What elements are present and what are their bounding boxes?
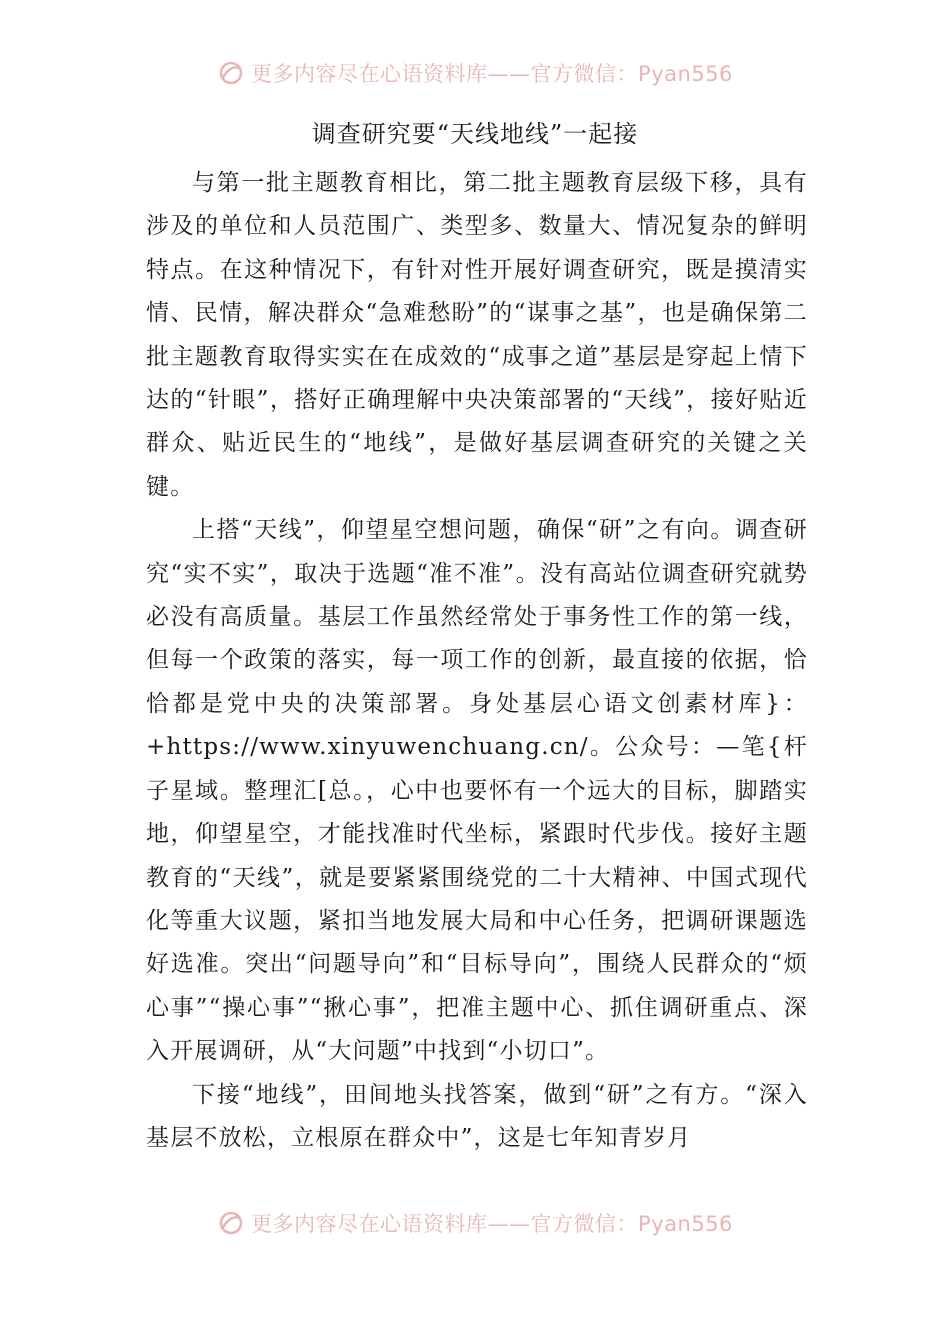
watermark-text: 更多内容尽在心语资料库——官方微信：Pyan556 <box>251 62 733 86</box>
watermark-header <box>0 56 950 90</box>
watermark-text: 更多内容尽在心语资料库——官方微信：Pyan556 <box>251 1212 733 1236</box>
paragraph: 与第一批主题教育相比，第二批主题教育层级下移，具有涉及的单位和人员范围广、类型多、数量大、情况复杂的鲜明特点。在这种情况下，有针对性开展好调查研究，既是摸清实情、民情，解决群众“急难愁盼”的“谋事之基”，也是确保第二批主题教育取得实实在在成效的“成事之道”基层是穿起上情下达的“针眼”，搭好正确理解中央决策部署的“天线”，接好贴近群众、贴近民生的“地线”，是做好基层调查研究的关键之关键。 <box>146 170 808 500</box>
watermark-footer <box>0 1206 950 1240</box>
paragraph: 下接“地线”，田间地头找答案，做到“研”之有方。“深入基层不放松，立根原在群众中”，这是七年知青岁月 <box>146 1081 808 1151</box>
document-title: 调查研究要“天线地线”一起接 <box>311 120 639 148</box>
document-body <box>146 162 808 1160</box>
brand-logo-icon <box>217 59 245 87</box>
brand-logo-icon <box>217 1209 245 1237</box>
paragraph: 上搭“天线”，仰望星空想问题，确保“研”之有向。调查研究“实不实”，取决于选题“准不准”。没有高站位调查研究就势必没有高质量。基层工作虽然经常处于事务性工作的第一线，但每一个政策的落实，每一项工作的创新，最直接的依据，恰恰都是党中央的决策部署。身处基层心语文创素材库}：+https://www.xinyuwenchuang.cn/。公众号：—笔{杆子星域。整理汇[总。，心中也要怀有一个远大的目标，脚踏实地，仰望星空，才能找准时代坐标，紧跟时代步伐。接好主题教育的“天线”，就是要紧紧围绕党的二十大精神、中国式现代化等重大议题，紧扣当地发展大局和中心任务，把调研课题选好选准。突出“问题导向”和“目标导向”，围绕人民群众的“烦心事”“操心事”“揪心事”，把准主题中心、抓住调研重点、深入开展调研，从“大问题”中找到“小切口”。 <box>146 517 808 1065</box>
